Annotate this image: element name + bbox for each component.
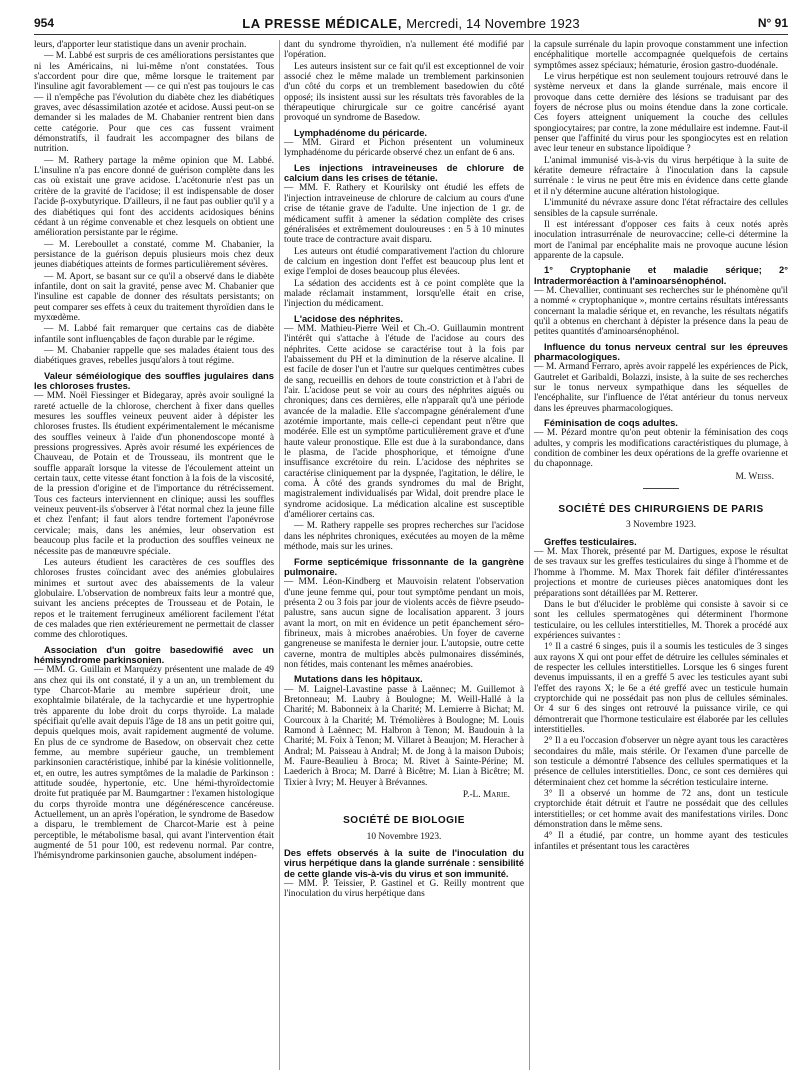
paragraph: — M. Armand Ferraro, après avoir rappelé les expériences de Pick, Gautrelet et Garibaldi, Bolazzi, insiste, à la suite de ses recherches sur le tonus nerveux sympathique dans les séquelles de l'encéphalite, sur l'influence de l'état antérieur du tonus nerveux dans les épreuves pharmacologiques. [534, 362, 788, 414]
paragraph: — MM. Léon-Kindberg et Mauvoisin relatent l'observation d'une jeune femme qui, pour tout symptôme pendant un mois, présenta 2 ou 3 fois par jour de violents accès de fièvre pseudo-palustre, sans aucun signe de localisation apparent. 3 jours avant la mort, on mit en évidence un petit épanchement séro-fibrineux, mais à microbes anaérobies. Un foyer de caverne gangreneuse se manifesta le dernier jour. L'autopsie, outre cette caverne, montra de multiples abcès pulmonaires disséminés, non fétides, mais contenant les mêmes anaérobies. [284, 577, 524, 670]
section-heading: 1° Cryptophanie et maladie sérique; 2° Intradermoréaction à l'aminoarsénophénol. [534, 264, 788, 286]
column-3 [534, 40, 788, 1076]
paragraph: Les auteurs étudient les caractères de ces souffles des chloroses frustes coïncidant avec des anémies globulaires minimes et surtout avec des abaissements de la valeur globulaire. L'observation de nombreux faits leur a montré que, suivant les anciens préceptes de Trousseau et de Potain, le repos et le traitement ferrugineux améliorent facilement l'état de ces malades que rien extérieurement ne permettait de classer comme des chlorotiques. [34, 557, 274, 641]
section-heading: Association d'un goitre basedowifié avec un hémisyndrome parkinsonien. [34, 643, 274, 665]
section-heading: Féminisation de coqs adultes. [544, 417, 678, 429]
paragraph: 4° Il a étudié, par contre, un homme ayant des testicules infantiles et présentant tous les caractères [534, 831, 788, 852]
section-heading: Influence du tonus nerveux central sur les épreuves pharmacologiques. [534, 340, 788, 362]
paragraph: — M. Labbé fait remarquer que certains cas de diabète infantile sont influençables de façon durable par le régime. [34, 324, 274, 345]
paragraph: 3° Il a observé un homme de 72 ans, dont un testicule cryptorchide était détruit et l'autre ne possédait que des cellules interstitielles; or cet homme avait des manifestations viriles. Donc démonstration dans le même sens. [534, 789, 788, 831]
paragraph: — M. Rathery partage la même opinion que M. Labbé. L'insuline n'a pas encore donné de guérison complète dans les cas où existait une grave acidose. L'acétonurie n'est pas un critère de la gravité de l'acidose; il est indispensable de doser l'acide β-oxybutyrique. D'ailleurs, il ne faut pas oublier qu'il y a des diabétiques qui font des accidents acidosiques bénins cédant à un régime convenable et chez lesquels on obtient une amélioration persistante par le régime. [34, 155, 274, 239]
section-heading: Valeur séméiologique des souffles jugulaires dans les chloroses frustes. [34, 369, 274, 391]
session-date: 3 Novembre 1923. [625, 520, 697, 531]
paragraph: — MM. P. Teissier, P. Gastinel et G. Reilly montrent que l'inoculation du virus herpétique dans [284, 879, 524, 900]
paragraph: la capsule surrénale du lapin provoque constamment une infection encéphalitique mortelle accompagnée quelquefois de certains symptômes assez spéciaux; hématurie, érosion gastro-duodénale. [534, 40, 788, 71]
paragraph: — M. Pézard montre qu'on peut obtenir la féminisation des coqs adultes, y compris les modifications caractéristiques du plumage, à condition de combiner les deux opérations de la greffe ovarienne et du chaponnage. [534, 428, 788, 470]
paragraph: — MM. Mathieu-Pierre Weil et Ch.-O. Guillaumin montrent l'intérêt qui s'attache à l'étude de l'acidose au cours des néphrites. Cette acidose se caractérise tout à la fois par l'abaissement du PH et la diminution de la réserve alcaline. Il est facile de doser l'un et l'autre sur quelques centimètres cubes de sang, recueillis en dehors de toute constriction et à l'abri de l'air. L'acidose peut se voir au cours des néphrites aiguës ou chroniques; dans ces dernières, elle n'apparaît qu'à une période avancée de la maladie. Elle s'accompagne généralement d'une azotémie importante, mais celle-ci cependant peut n'être que modérée. Elle est un symptôme particulièrement grave et d'une haute valeur pronostique. Elle est due à la surabondance, dans le plasma, de l'acide phosphorique, et témoigne d'une insuffisance excrétoire du rein. L'acidose des néphrites se caractérise cliniquement par la dyspnée, l'agitation, le délire, le coma. À côté des grands syndromes du mal de Bright, magistralement individualisés par Widal, doit prendre place le syndrome acidosique. La médication alcaline est susceptible d'améliorer certains cas. [284, 323, 524, 521]
paragraph: Les auteurs ont étudié comparativement l'action du chlorure de calcium en ingestion dont l'effet est beaucoup plus lent et exige l'emploi de doses beaucoup plus élevées. [284, 246, 524, 278]
section-heading: L'acidose des néphrites. [294, 312, 404, 324]
paragraph: L'animal immunisé vis-à-vis du virus herpétique à la suite de kératite demeure réfractaire à l'inoculation dans la capsule surrénale : le virus ne peut être mis en évidence dans cette glande et il n'y détermine aucune altération histologique. [534, 155, 788, 197]
section-heading: Les injections intraveineuses de chlorure de calcium dans les crises de tétanie. [284, 161, 524, 184]
paragraph: Il est intéressant d'opposer ces faits à ceux notés après inoculation intrasurrénale de neurovaccine; celle-ci détermine la mort de l'animal par encéphalite mais ne provoque aucune lésion apparente de la capsule. [534, 219, 788, 261]
signature: P.-L. Marie. [462, 790, 510, 801]
section-heading: Forme septicémique frissonnante de la gangrène pulmonaire. [284, 555, 524, 577]
section-heading: Mutations dans les hôpitaux. [294, 673, 423, 685]
journal-title [34, 16, 788, 31]
paragraph: — M. Aport, se basant sur ce qu'il a observé dans le diabète infantile, dont on sait la gravité, pense avec M. Chabanier que l'insuline est capable de donner des résultats persistants; on peut comparer ses effets à ceux du traitement thyroïdien dans le myxœdème. [34, 271, 274, 323]
session-date: 10 Novembre 1923. [366, 831, 442, 842]
paragraph: Les auteurs insistent sur ce fait qu'il est exceptionnel de voir associé chez le même malade un tremblement parkinsonien d'un côté du corps et un tremblement basedowien du côté opposé; ils insistent aussi sur les résultats très favorables de la thérapeutique chirurgicale sur ce goitre cancérisé ayant provoqué un syndrome de Basedow. [284, 61, 524, 124]
paragraph: — M. Laignel-Lavastine passe à Laënnec; M. Guillemot à Bretonneau; M. Laubry à Boulogne; M. Weill-Hallé à la Charité; M. Babonneix à la Charité; M. Lemierre à Bichat; M. Courcoux à la Charité; M. Trémolières à Boulogne; M. Louis Ramond à Laënnec; M. Halbron à Tenon; M. Baudouin à la Charité; M. Foix à Tenon; M. Villaret à Beaujon; M. Heracher à Andral; M. Paisseau à Andral; M. de Jong à la maison Dubois; M. Faure-Beaulieu à Broca; M. Rivet à Sainte-Périne; M. Laederich à Broca; M. Darré à Bicêtre; M. Lian à Bicêtre; M. Tixier à Ivry; M. Heuyer à Brévannes. [284, 684, 524, 788]
column-divider [279, 40, 280, 1070]
column-divider [529, 40, 530, 1070]
section-heading: Greffes testiculaires. [544, 535, 637, 547]
paragraph: — M. Max Thorek, présenté par M. Dartigues, expose le résultat de ses travaux sur les greffes testiculaires du singe à l'homme et de l'homme à l'homme. M. Max Thorek fait défiler d'intéressantes projections et montre de curieuses pièces anatomiques dont les préparations sont détaillées par M. Retterer. [534, 547, 788, 599]
paragraph: L'immunité du névraxe assure donc l'état réfractaire des cellules sensibles de la capsule surrénale. [534, 198, 788, 219]
paragraph: — M. Lereboullet a constaté, comme M. Chabanier, la persistance de la guérison depuis plusieurs mois chez deux jeunes diabétiques atteints de formes particulièrement sévères. [34, 239, 274, 271]
paragraph: — MM. Girard et Pichon présentent un volumineux lymphadénome du péricarde observé chez un enfant de 6 ans. [284, 138, 524, 159]
page-header [34, 14, 788, 34]
paragraph: 1° Il a castré 6 singes, puis il a soumis les testicules de 3 singes aux rayons X qui ont pour effet de détruire les cellules séminales et de respecter les cellules interstitielles. Lorsque les 6 singes furent devenus impuissants, il en a greffé 5 avec les testicules ayant subi l'effet des rayons X; le 6e a été greffé avec un testicule humain cryptorchide qui ne possédait pas non plus de cellules séminales. Or 4 sur 6 des singes ont retrouvé la puissance virile, ce qui démontrerait que l'hormone testiculaire est élaborée par les cellules interstitielles. [534, 642, 788, 735]
column-1 [34, 40, 274, 1076]
section-rule [643, 488, 679, 489]
society-heading: SOCIÉTÉ DE BIOLOGIE [343, 815, 465, 827]
paragraph: — MM. F. Rathery et Kourilsky ont étudié les effets de l'injection intraveineuse de chlorure de calcium au cours d'une crise de tétanie grave de l'adulte. Une injection de 1 gr. de médicament suffit à amener la sédation complète des crises généralisées et extrêmement douloureuses : en 5 à 10 minutes toute trace de contracture avait disparu. [284, 183, 524, 246]
paragraph: — MM. Noël Fiessinger et Bidegaray, après avoir souligné la rareté actuelle de la chlorose, cherchent à fixer dans quelles mesures les souffles veineux peuvent aider à dépister les chloroses frustes. Ils étudient expérimentalement le mécanisme des souffles veineux à l'aide d'un phonendoscope monté à pressions progressives. Après avoir résumé les expériences de Chauveau, de Potain et de Trousseau, ils montrent que le souffle apparaît lorsque la vitesse de l'écoulement atteint un certain taux, cette vitesse étant fonction à la fois de la viscosité, de la pression d'origine et de l'importance du rétrécissement. Tous ces facteurs interviennent en clinique; aussi les souffles veineux peuvent-ils s'observer à l'état normal chez la jeune fille et chez l'enfant; il faut alors tendre fortement l'aponévrose cervicale; mais, dans les anémies, leur observation est beaucoup plus facile et la production des souffles veineux ne nécessite pas de manœuvre spéciale. [34, 391, 274, 557]
paragraph: — MM. G. Guillain et Marquézy présentent une malade de 49 ans chez qui ils ont constaté, il y a un an, un tremblement du type Charcot-Marie au membre supérieur droit, une exophtalmie bilatérale, de la tachycardie et une hypertrophie très apparente du lobe droit du corps thyroïde. La malade spécifiait qu'elle avait depuis l'âge de 18 ans un petit goitre qui, depuis quelques mois, avait rapidement augmenté de volume. En plus de ce syndrome de Basedow, on observait chez cette femme, au membre supérieur gauche, un tremblement parkinsonien caractéristique, inhibé par la kinésie volitionnelle, et, en outre, les autres symptômes de la maladie de Parkinson : attitude soudée, hypertonie, etc. Une hémi-thyroïdectomie droite fut pratiquée par M. Baumgartner : l'examen histologique du corps thyroïde montra une dégénérescence cancéreuse. Actuellement, un an après l'opération, le syndrome de Basedow a disparu, le tremblement de Charcot-Marie est à peine perceptible, le métabolisme basal, qui avant l'intervention était augmenté de 51 pour 100, est redevenu normal. Par contre, l'hémisyndrome parkinsonien gauche, absolument indépen- [34, 665, 274, 862]
issue-number: N° 91 [757, 16, 788, 30]
paragraph: — M. Labbé est surpris de ces améliorations persistantes que ni les Américains, ni lui-même n'ont constatées. Tous s'accordent pour dire que, même lorsque le traitement par l'insuline agit favorablement — ce qui n'est pas toujours le cas — il n'empêche pas l'évolution du diabète chez les diabétiques graves, avec désassimilation azotée et acidose. Aussi peut-on se demander si les malades de M. Chabanier rentrent bien dans cette catégorie. Pour que ces cas fussent vraiment démonstratifs, il faudrait les accompagner des bilans de nutrition. [34, 51, 274, 155]
paragraph: Le virus herpétique est non seulement toujours retrouvé dans le système nerveux et dans la glande surrénale, mais encore il provoque dans cette dernière des lésions se traduisant par des foyers de nécrose plus ou moins étendue dans la zone corticale. Ces foyers atteignent uniquement la couche des cellules spongiocytaires; par contre, la zone médullaire est indemne. Faut-il penser que l'affinité du virus pour les spongiocytes est en relation avec leur teneur en substance lipoïdique ? [534, 72, 788, 155]
section-heading: Des effets observés à la suite de l'inoculation du virus herpétique dans la glande surrénale : sensibilité de cette glande vis-à-vis du virus et son immunité. [284, 847, 524, 879]
paragraph: dant du syndrome thyroïdien, n'a nullement été modifié par l'opération. [284, 40, 524, 61]
paragraph: — M. Rathery rappelle ses propres recherches sur l'acidose dans les néphrites chroniques, exécutées au moyen de la même méthode, mais sur les urines. [284, 521, 524, 553]
paragraph: 2° Il a eu l'occasion d'observer un nègre ayant tous les caractères secondaires du mâle, mais stérile. Or l'examen d'une parcelle de son testicule a démontré l'absence des cellules spermatiques et la présence de cellules interstitielles. Donc, ce sont ces dernières qui déterminaient chez cet homme la sécrétion testiculaire interne. [534, 736, 788, 788]
header-rule [34, 34, 788, 35]
paragraph: — M. Chevallier, continuant ses recherches sur le phénomène qu'il a nommé « cryptophanique », montre certains résultats intéressants concernant la maladie sérique et, en revanche, les résultats négatifs qu'il a obtenus en cherchant à dépister la présence dans la peau de petites quantités d'aminoarsénophénol. [534, 285, 788, 338]
society-heading: SOCIÉTÉ DES CHIRURGIENS DE PARIS [558, 504, 764, 516]
issue-date: Mercredi, 14 Novembre 1923 [406, 16, 580, 31]
paragraph: La sédation des accidents est à ce point complète que la malade réclamait instamment, lorsqu'elle était en crise, l'injection du médicament. [284, 278, 524, 310]
signature: M. Weiss. [735, 471, 774, 482]
journal-name: LA PRESSE MÉDICALE, [242, 16, 402, 31]
paragraph: Dans le but d'élucider le problème qui consiste à savoir si ce sont les cellules spermatogènes qui déterminent l'hormone testiculaire, ou les cellules interstitielles, M. Thorek a procédé aux expériences suivantes : [534, 599, 788, 641]
section-heading: Lymphadénome du péricarde. [294, 126, 428, 138]
paragraph: leurs, d'apporter leur statistique dans un avenir prochain. [34, 40, 247, 50]
column-2 [284, 40, 524, 1076]
paragraph: — M. Chabanier rappelle que ses malades étaient tous des diabétiques graves, rebelles jusqu'alors à tout régime. [34, 345, 274, 367]
page-number: 954 [34, 16, 55, 30]
